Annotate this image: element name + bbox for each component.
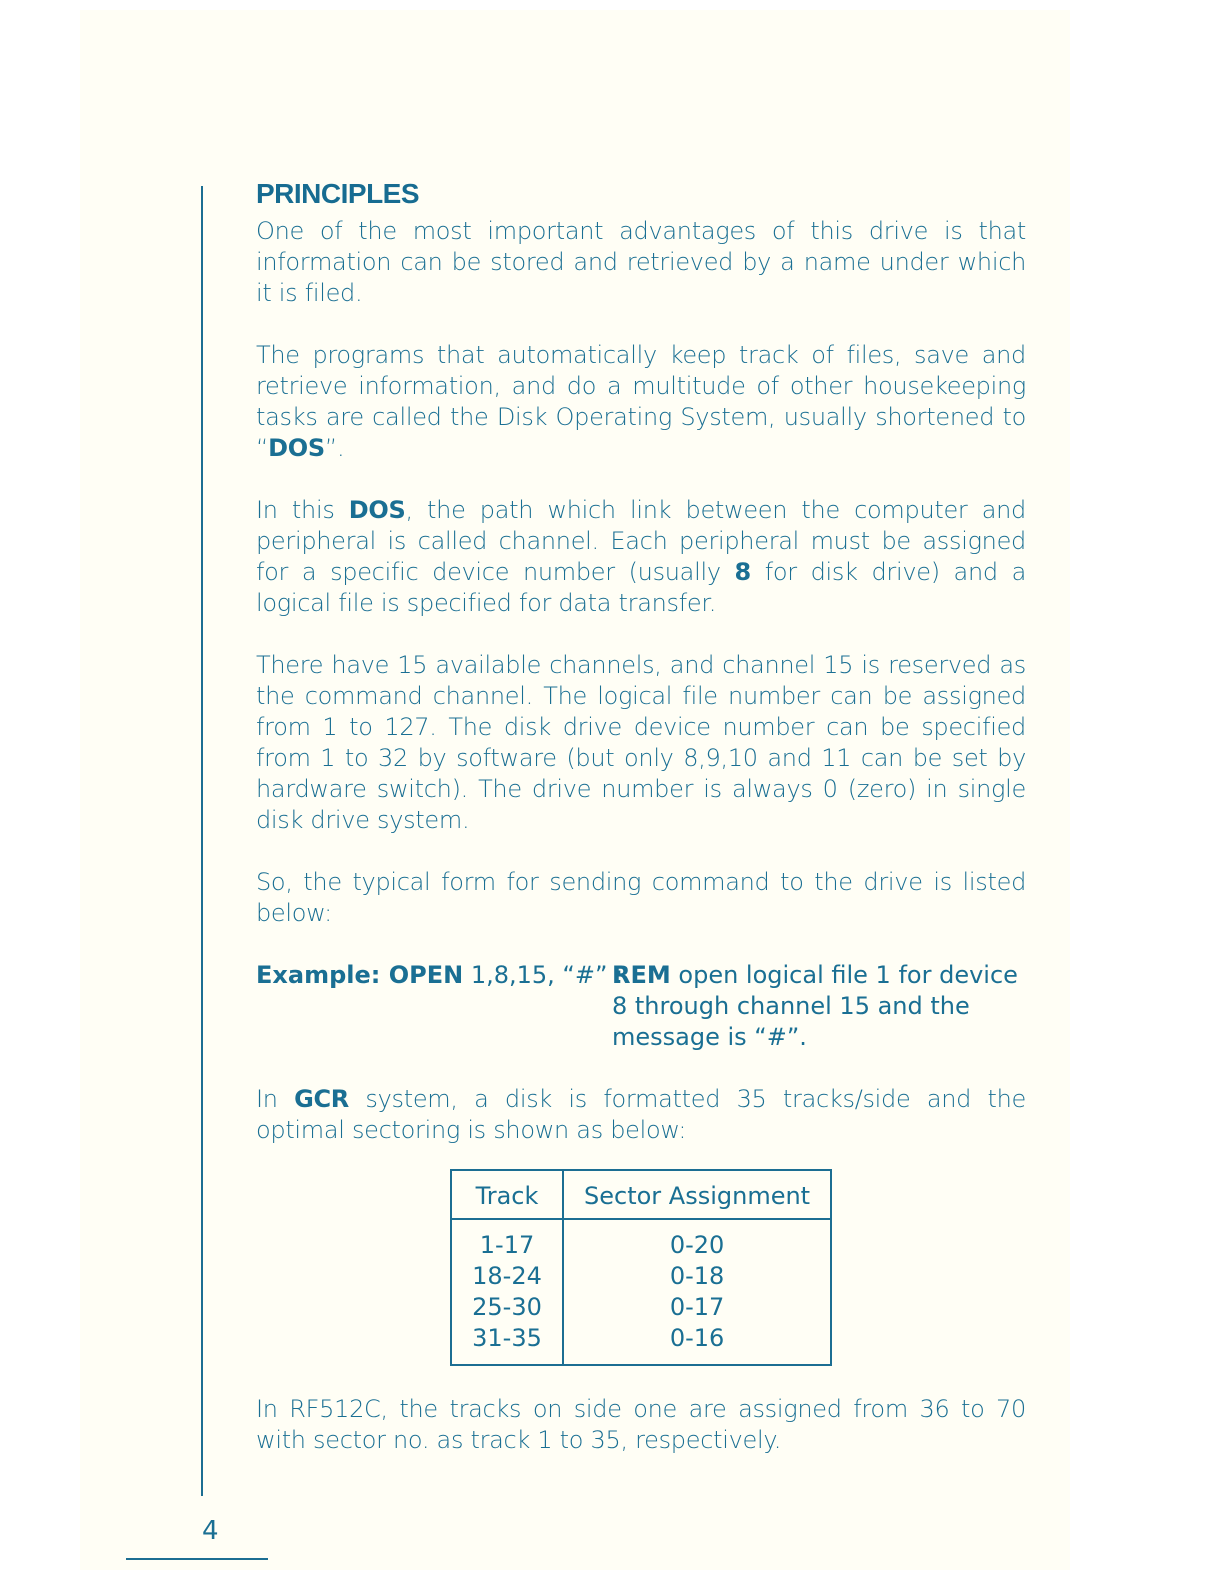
cell-track: 18-24 [451, 1261, 563, 1292]
table-row [451, 1261, 831, 1292]
cell-sector: 0-16 [669, 1324, 725, 1352]
table-row [451, 1292, 831, 1323]
paragraph-4: There have 15 available channels, and channel 15 is reserved as the command channel. The logical file number can be assigned from 1 to 127. The disk drive device number can be specified from 1 to 32 by software (but only 8,9,10 and 11 can be set by hardware switch). The drive number is always 0 (zero) in single disk drive system. [256, 651, 1026, 834]
paragraph-1: One of the most important advantages of this drive is that information can be stored and retrieved by a name under which it is filed. [256, 217, 1026, 307]
example-remark [612, 960, 1026, 1053]
p3-text-e: for disk drive) and a logical file is specified for data transfer. [256, 558, 1026, 617]
example-args: 1,8,15, “#” : [463, 961, 624, 989]
example-command [256, 960, 624, 1053]
paragraph-3 [256, 495, 1026, 619]
p2-dos: DOS [268, 434, 325, 462]
p6-gcr: GCR [294, 1085, 349, 1113]
p6-text-a: In [256, 1085, 295, 1113]
paragraph-6 [256, 1084, 1026, 1146]
paragraph-2 [256, 340, 1026, 464]
p3-text-c: , the path which link between the computer and peripheral is called channel. Each peripheral must be assigned for a specific device number (usually [256, 496, 1026, 586]
paragraph-5: So, the typical form for sending command to the drive is listed below: [256, 868, 1026, 927]
margin-rule [201, 186, 203, 1496]
p3-eight: 8 [734, 558, 751, 586]
cell-track: 1-17 [451, 1219, 563, 1261]
cell-track: 25-30 [451, 1292, 563, 1323]
sector-table [450, 1169, 832, 1366]
table-row [451, 1219, 831, 1261]
p6-text-c: system, a disk is formatted 35 tracks/side and the optimal sectoring is shown as below: [256, 1085, 1026, 1144]
p3-text-a: In this [256, 496, 349, 524]
paragraph-7: In RF512C, the tracks on side one are assigned from 36 to 70 with sector no. as track 1 to 35, respectively. [256, 1395, 1026, 1454]
p2-text-c: ”. [324, 434, 345, 462]
cell-track: 31-35 [451, 1323, 563, 1365]
example-rem-text: open logical file 1 for device 8 through channel 15 and the message is “#”. [612, 961, 1018, 1051]
sector-table-wrap [450, 1169, 1026, 1366]
p3-dos: DOS [348, 496, 406, 524]
header-sector: Sector Assignment [563, 1170, 831, 1219]
page-content [256, 176, 1026, 1487]
cell-sector: 0-17 [669, 1293, 725, 1321]
cell-sector: 0-20 [669, 1231, 725, 1259]
table-header-row [451, 1170, 831, 1219]
bottom-rule [126, 1558, 268, 1560]
cell-sector: 0-18 [669, 1262, 725, 1290]
example-block [256, 960, 1026, 1053]
page-number: 4 [202, 1516, 219, 1546]
header-track: Track [451, 1170, 563, 1219]
section-heading: PRINCIPLES [256, 178, 420, 209]
example-rem: REM [612, 961, 671, 989]
p2-text-a: The programs that automatically keep track of files, save and retrieve information, and do a multitude of other housekeeping tasks are called the Disk Operating System, usually shortened to “ [256, 341, 1026, 462]
example-label: Example: OPEN [256, 961, 464, 989]
table-row [451, 1323, 831, 1365]
